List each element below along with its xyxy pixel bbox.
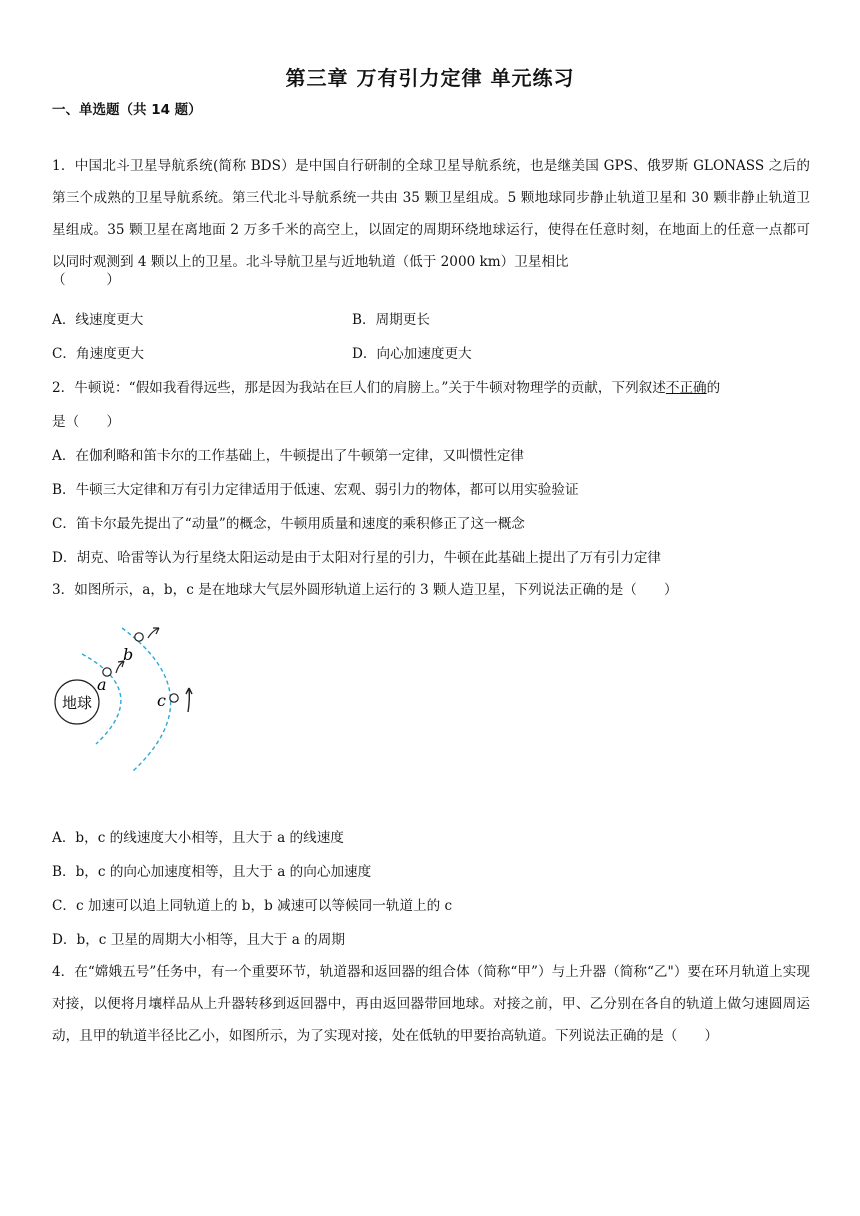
q4-stem: 4．在“嫦娥五号”任务中，有一个重要环节，轨道器和返回器的组合体（简称“甲”）与上升器（简称“乙"）要在环月轨道上实现对接，以便将月壤样品从上升器转移到返回器中，再由返回器带回地球。对接之前，甲、乙分别在各自的轨道上做匀速圆周运动，且甲的轨道半径比乙小，如图所示，为了实现对接，处在低轨的甲要抬高轨道。下列说法正确的是（ ） xyxy=(52,964,810,1044)
q2-option-b: B．牛顿三大定律和万有引力定律适用于低速、宏观、弱引力的物体，都可以用实验验证 xyxy=(52,482,579,498)
q3-option-c: C．c 加速可以追上同轨道上的 b，b 减速可以等候同一轨道上的 c xyxy=(52,898,453,914)
label-a: a xyxy=(97,675,107,694)
q2-stem-line2: 是（ ） xyxy=(52,414,120,430)
q1-blank: （ ） xyxy=(52,272,120,288)
q2-stem-line1 xyxy=(52,376,720,396)
page-title: 第三章 万有引力定律 单元练习 xyxy=(285,66,575,90)
q2-option-c: C．笛卡尔最先提出了“动量”的概念，牛顿用质量和速度的乘积修正了这一概念 xyxy=(52,516,525,532)
q2-option-a: A．在伽利略和笛卡尔的工作基础上，牛顿提出了牛顿第一定律，又叫惯性定律 xyxy=(52,448,525,464)
satellite-c xyxy=(170,694,178,702)
q2-option-d: D．胡克、哈雷等认为行星绕太阳运动是由于太阳对行星的引力，牛顿在此基础上提出了万有引力定律 xyxy=(52,550,662,566)
q1-option-c: C．角速度更大 xyxy=(52,346,144,362)
q2-stem-text: 2．牛顿说：“假如我看得远些，那是因为我站在巨人们的肩膀上。”关于牛顿对物理学的贡献，下列叙述 xyxy=(52,380,666,396)
orbit-diagram xyxy=(44,616,224,776)
q3-option-d: D．b，c 卫星的周期大小相等，且大于 a 的周期 xyxy=(52,932,345,948)
q1-option-a: A．线速度更大 xyxy=(52,312,144,328)
q1-option-d: D．向心加速度更大 xyxy=(352,346,472,362)
q3-stem: 3．如图所示，a，b，c 是在地球大气层外圆形轨道上运行的 3 颗人造卫星，下列说法正确的是（ ） xyxy=(52,582,678,598)
q1-option-b: B．周期更长 xyxy=(352,312,430,328)
arrow-c xyxy=(188,688,189,712)
q1-stem: 1．中国北斗卫星导航系统(简称 BDS）是中国自行研制的全球卫星导航系统，也是继美国 GPS、俄罗斯 GLONASS 之后的第三个成熟的卫星导航系统。第三代北斗导航系统一共由 35 颗卫星组成。5 颗地球同步静止轨道卫星和 30 颗非静止轨道卫星组成。35 颗卫星在离地面 2 万多千米的高空上，以固定的周期环绕地球运行，使得在任意时刻，在地面上的任意一点都可以同时观测到 4 颗以上的卫星。北斗导航卫星与近地轨道（低于 2000 km）卫星相比 xyxy=(52,158,810,270)
q3-option-a: A．b，c 的线速度大小相等，且大于 a 的线速度 xyxy=(52,830,344,846)
earth-label: 地球 xyxy=(61,694,93,712)
section-heading: 一、单选题（共 14 题） xyxy=(52,102,202,118)
arrow-b xyxy=(148,628,159,638)
label-b: b xyxy=(123,645,134,664)
q3-option-b: B．b，c 的向心加速度相等，且大于 a 的向心加速度 xyxy=(52,864,372,880)
label-c: c xyxy=(157,691,166,710)
satellite-b xyxy=(135,633,143,641)
q2-stem-tail: 的 xyxy=(706,380,721,396)
q2-stem-underlined: 不正确 xyxy=(665,380,707,396)
